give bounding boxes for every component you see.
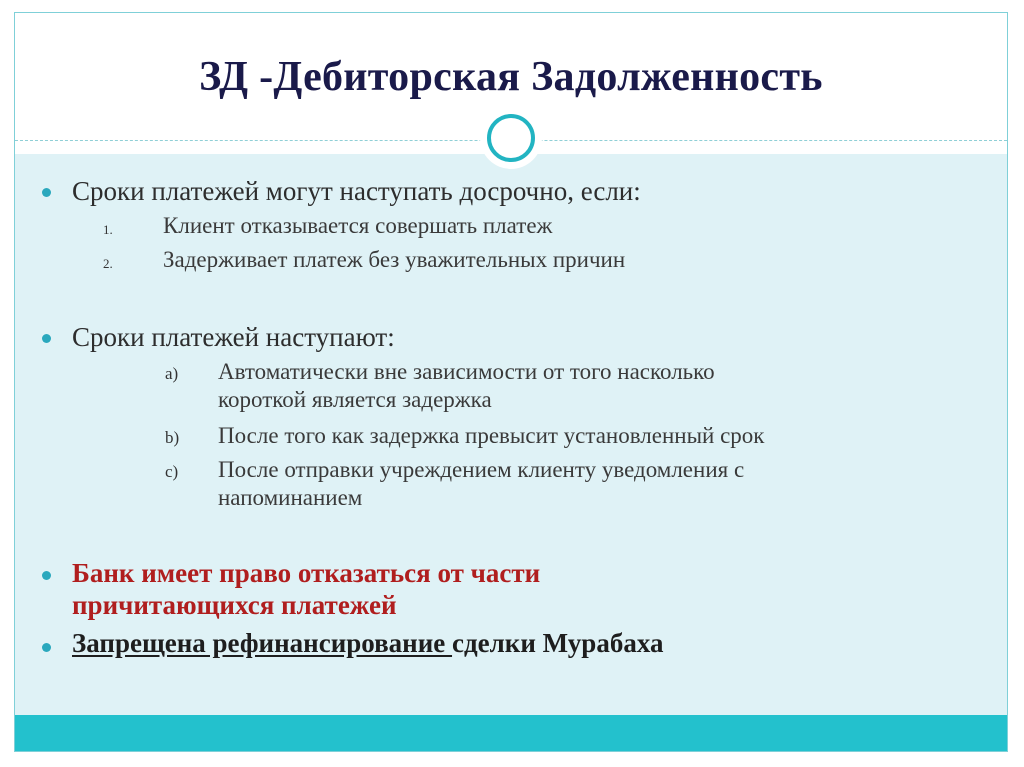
bullet-icon [42,188,51,197]
bullet-icon [42,334,51,343]
subitem-2-c-line-2: напоминанием [218,485,363,510]
bullet-2-text: Сроки платежей наступают: [72,322,395,352]
subitem-1-1-text: Клиент отказывается совершать платеж [163,213,553,238]
subitem-2-b-line-1: После того как задержка превысит установленный срок [218,423,765,448]
bullet-4-underlined: Запрещена рефинансирование [72,628,453,658]
subitem-1-1-marker: 1. [103,222,113,237]
subitem-2-a-line-1: Автоматически вне зависимости от того насколько [218,359,715,384]
bullet-4-rest: сделки Мурабаха [452,628,664,658]
subitem-2-a-marker: a) [165,364,179,383]
bullet-icon [42,571,51,580]
subitem-2-a-line-2: короткой является задержка [218,387,492,412]
bullet-4-text [72,628,663,658]
bullet-1-text: Сроки платежей могут наступать досрочно, если: [72,176,641,206]
bullet-3-line-1: Банк имеет право отказаться от части [72,558,541,588]
subitem-2-c-marker: c) [165,462,179,481]
subitem-1-2-text: Задерживает платеж без уважительных причин [163,247,626,272]
slide-title: ЗД -Дебиторская Задолженность [199,54,823,100]
subitem-2-c-line-1: После отправки учреждением клиенту уведомления с [218,457,745,482]
subitem-1-2-marker: 2. [103,256,113,271]
subitem-2-b-marker: b) [165,428,180,447]
bullet-3-line-2: причитающихся платежей [72,590,397,620]
bullet-icon [42,643,51,652]
